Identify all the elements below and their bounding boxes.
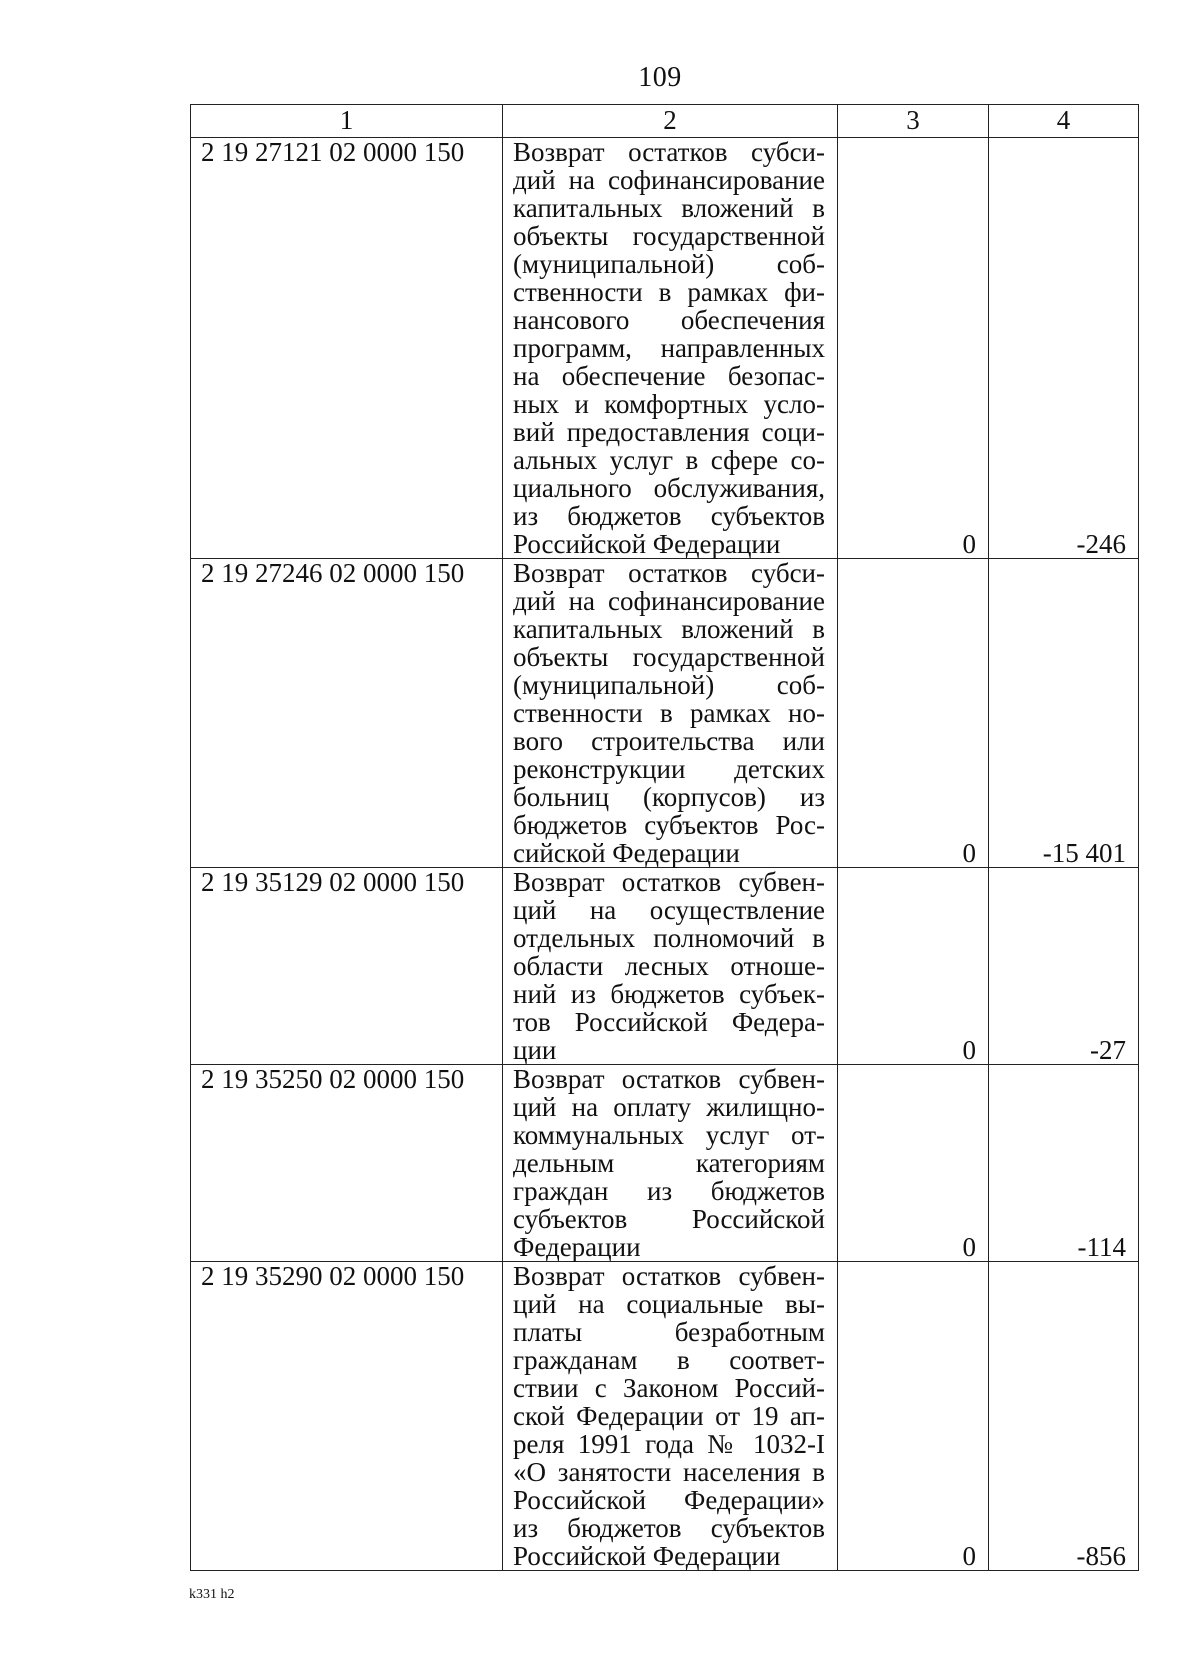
description-cell [503, 138, 838, 559]
description-line: альных услуг в сфере со- [513, 445, 825, 475]
description-line: ний из бюджетов субъек- [513, 979, 825, 1009]
description-cell [503, 1262, 838, 1571]
header-col-1: 1 [191, 105, 503, 138]
description-line: на обеспечение безопас- [513, 361, 825, 391]
budget-code-cell: 2 19 35250 02 0000 150 [191, 1065, 503, 1262]
description-line: вий предоставления соци- [513, 417, 825, 447]
budget-code-cell: 2 19 35290 02 0000 150 [191, 1262, 503, 1571]
description-line: Федерации [513, 1232, 641, 1262]
header-col-2: 2 [503, 105, 838, 138]
description-line: Российской Федерации» [513, 1485, 825, 1515]
table-row [191, 868, 1139, 1065]
description-line: циального обслуживания, [513, 473, 825, 503]
description-line: капитальных вложений в [513, 193, 825, 223]
description-line: ствии с Законом Россий- [513, 1373, 825, 1403]
description-line: больниц (корпусов) из [513, 782, 825, 812]
description-line: из бюджетов субъектов [513, 501, 825, 531]
description-line: граждан из бюджетов [513, 1176, 825, 1206]
column-4-value: -27 [989, 868, 1139, 1065]
description-cell [503, 868, 838, 1065]
description-line: Возврат остатков субси- [513, 137, 825, 167]
description-line: ций на оплату жилищно- [513, 1092, 825, 1122]
description-line: Возврат остатков субвен- [513, 867, 825, 897]
description-line: «О занятости населения в [513, 1457, 825, 1487]
description-line: коммунальных услуг от- [513, 1120, 825, 1150]
table-row [191, 1065, 1139, 1262]
description-line: капитальных вложений в [513, 614, 825, 644]
description-line: сийской Федерации [513, 838, 740, 868]
description-line: ций на социальные вы- [513, 1289, 825, 1319]
description-line: реля 1991 года № 1032-I [513, 1429, 825, 1459]
description-line: объекты государственной [513, 221, 825, 251]
budget-code-cell: 2 19 35129 02 0000 150 [191, 868, 503, 1065]
header-col-3: 3 [838, 105, 989, 138]
description-line: тов Российской Федера- [513, 1007, 825, 1037]
description-line: из бюджетов субъектов [513, 1513, 825, 1543]
budget-code-cell: 2 19 27246 02 0000 150 [191, 559, 503, 868]
description-line: Возврат остатков субвен- [513, 1261, 825, 1291]
table-row [191, 138, 1139, 559]
description-line: Возврат остатков субси- [513, 558, 825, 588]
description-line: дий на софинансирование [513, 586, 825, 616]
description-line: ции [513, 1035, 557, 1065]
description-line: объекты государственной [513, 642, 825, 672]
column-3-value: 0 [838, 138, 989, 559]
description-line: дельным категориям [513, 1148, 825, 1178]
description-line: Возврат остатков субвен- [513, 1064, 825, 1094]
description-cell [503, 1065, 838, 1262]
description-line: реконструкции детских [513, 754, 825, 784]
budget-table [190, 104, 1139, 1571]
column-4-value: -114 [989, 1065, 1139, 1262]
description-line: гражданам в соответ- [513, 1345, 825, 1375]
column-3-value: 0 [838, 868, 989, 1065]
description-line: ций на осуществление [513, 895, 825, 925]
header-col-4: 4 [989, 105, 1139, 138]
description-line: ской Федерации от 19 ап- [513, 1401, 825, 1431]
description-line: ственности в рамках фи- [513, 277, 825, 307]
description-line: дий на софинансирование [513, 165, 825, 195]
description-line: области лесных отноше- [513, 951, 825, 981]
description-line: субъектов Российской [513, 1204, 825, 1234]
description-line: программ, направленных [513, 333, 825, 363]
table-row [191, 1262, 1139, 1571]
column-3-value: 0 [838, 559, 989, 868]
table-header-row [191, 105, 1139, 138]
description-line: ных и комфортных усло- [513, 389, 825, 419]
footer-code: k331 h2 [189, 1587, 235, 1602]
column-3-value: 0 [838, 1065, 989, 1262]
description-line: (муниципальной) соб- [513, 249, 825, 279]
description-cell [503, 559, 838, 868]
page-number: 109 [638, 62, 682, 93]
description-line: Российской Федерации [513, 529, 781, 559]
description-line: вого строительства или [513, 726, 825, 756]
column-4-value: -15 401 [989, 559, 1139, 868]
column-4-value: -856 [989, 1262, 1139, 1571]
description-line: платы безработным [513, 1317, 825, 1347]
description-line: отдельных полномочий в [513, 923, 825, 953]
column-4-value: -246 [989, 138, 1139, 559]
description-line: ственности в рамках но- [513, 698, 825, 728]
table-row [191, 559, 1139, 868]
budget-code-cell: 2 19 27121 02 0000 150 [191, 138, 503, 559]
description-line: (муниципальной) соб- [513, 670, 825, 700]
description-line: нансового обеспечения [513, 305, 825, 335]
description-line: бюджетов субъектов Рос- [513, 810, 825, 840]
column-3-value: 0 [838, 1262, 989, 1571]
description-line: Российской Федерации [513, 1541, 781, 1571]
